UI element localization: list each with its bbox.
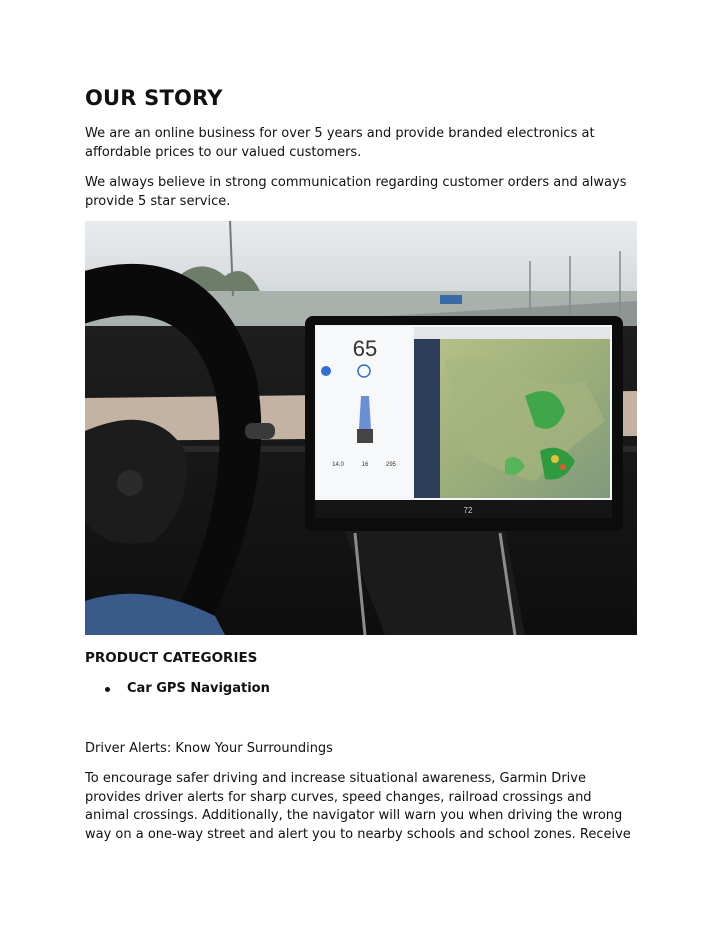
car-dashboard-photo xyxy=(85,221,637,635)
page-title: OUR STORY xyxy=(85,86,223,110)
category-label: Car GPS Navigation xyxy=(127,681,270,696)
category-list xyxy=(85,680,270,698)
product-categories-heading: PRODUCT CATEGORIES xyxy=(85,650,258,666)
section-title: Driver Alerts: Know Your Surroundings xyxy=(85,741,333,756)
reading-1: 14.0 xyxy=(332,462,344,468)
body-paragraph: To encourage safer driving and increase situational awareness, Garmin Drive provides driver alerts for sharp curves, speed changes, railroad crossings and animal crossings. Additionally, the navigator will warn you when driving the wrong way on a one-way street and alert you to nearby schools and school zones. Receive xyxy=(85,771,631,842)
bullet-icon xyxy=(105,687,110,692)
list-item xyxy=(85,680,270,698)
temperature-readout: 72 xyxy=(463,506,473,515)
intro-paragraph: We are an online business for over 5 years and provide branded electronics at affordable prices to our valued customers. xyxy=(85,126,595,160)
reading-3: 295 xyxy=(385,462,397,468)
reading-2: 16 xyxy=(361,462,369,468)
service-paragraph: We always believe in strong communication regarding customer orders and always provide 5 star service. xyxy=(85,175,627,209)
speed-readout: 65 xyxy=(352,336,378,361)
